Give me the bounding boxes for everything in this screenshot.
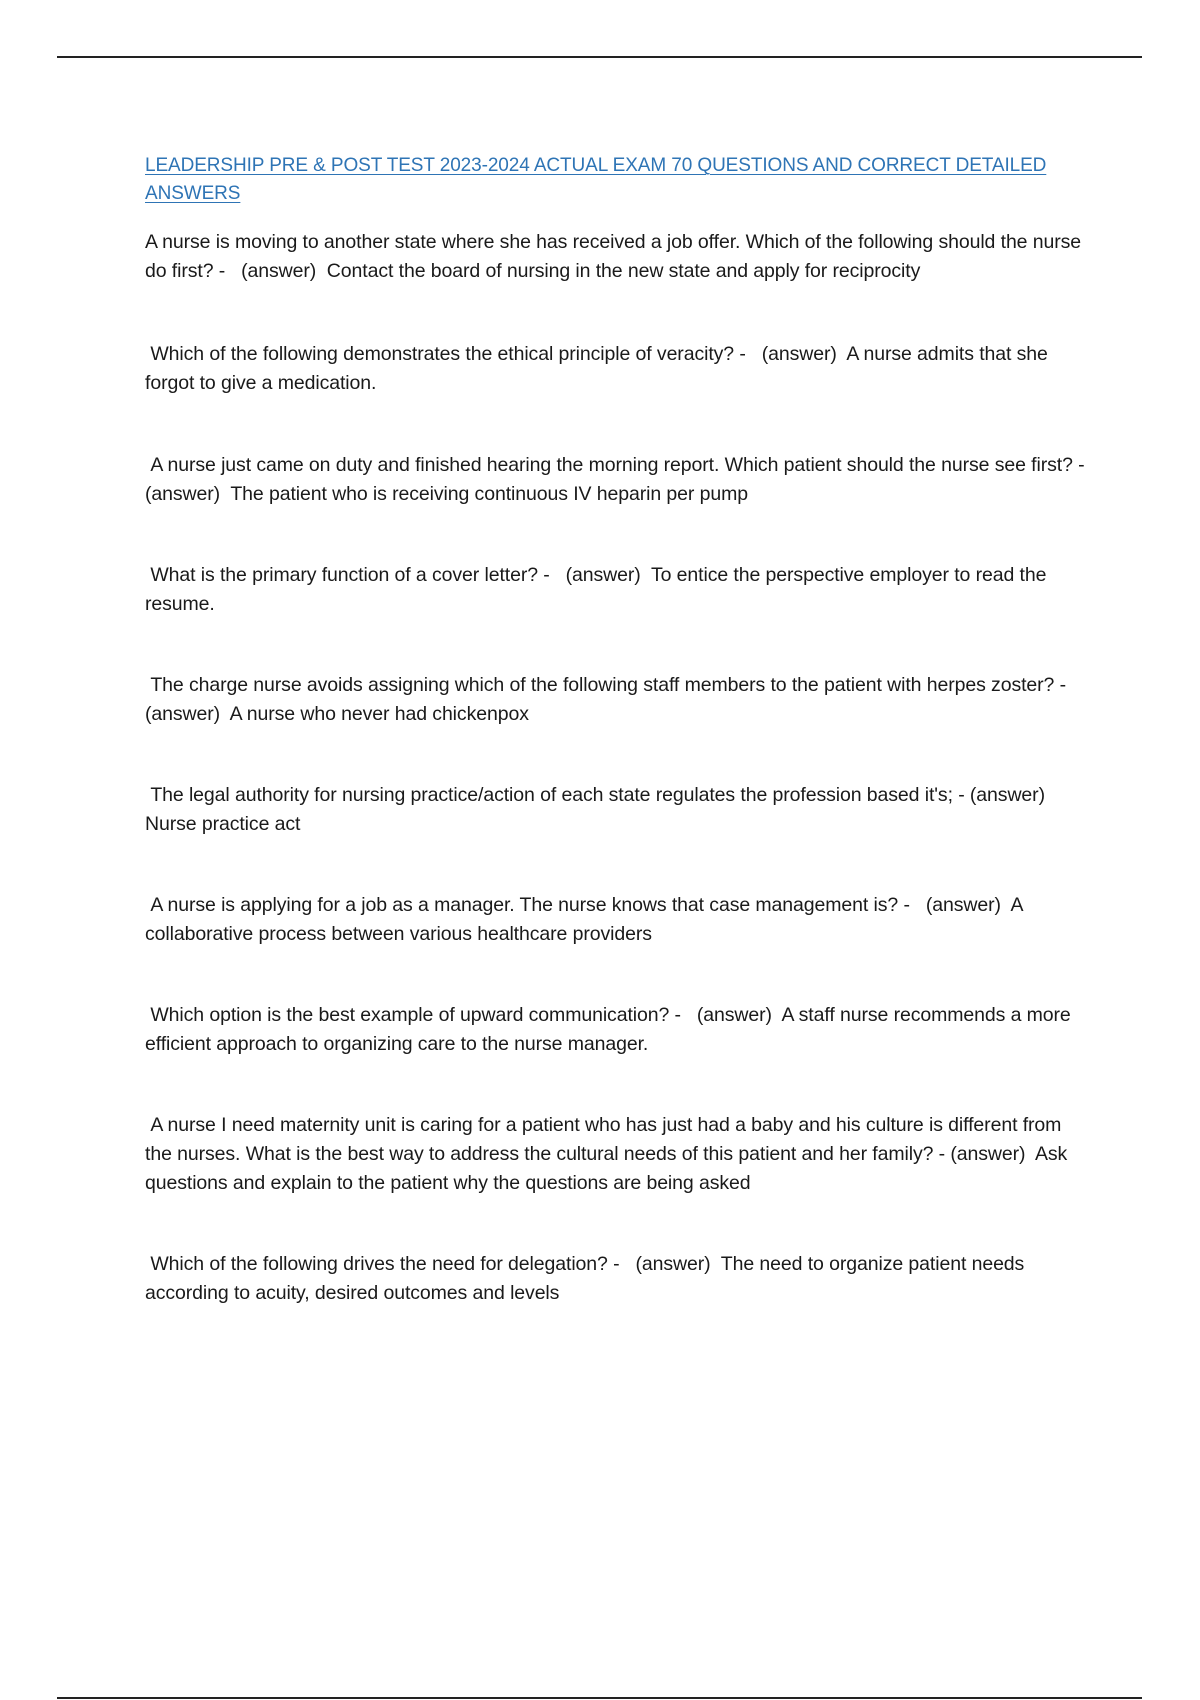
qa-item: A nurse just came on duty and finished hearing the morning report. Which patient should the nurse see first? - (answer) The patient who is receiving continuous IV heparin per pump xyxy=(145,454,1101,505)
document-body xyxy=(145,152,1101,1308)
qa-item: The legal authority for nursing practice/action of each state regulates the profession based it's; - (answer) Nurse practice act xyxy=(145,784,1056,835)
qa-item: What is the primary function of a cover letter? - (answer) To entice the perspective employer to read the resume. xyxy=(145,564,1052,615)
qa-item: Which option is the best example of upward communication? - (answer) A staff nurse recommends a more efficient approach to organizing care to the nurse manager. xyxy=(145,1004,1077,1055)
qa-item: Which of the following demonstrates the ethical principle of veracity? - (answer) A nurse admits that she forgot to give a medication. xyxy=(145,343,1054,394)
document-title[interactable]: LEADERSHIP PRE & POST TEST 2023-2024 ACTUAL EXAM 70 QUESTIONS AND CORRECT DETAILED ANSWERS xyxy=(145,155,1047,204)
qa-item: A nurse is moving to another state where she has received a job offer. Which of the following should the nurse do first? - (answer) Contact the board of nursing in the new state and apply for reciprocity xyxy=(145,231,1087,282)
qa-item: A nurse I need maternity unit is caring for a patient who has just had a baby and his culture is different from the nurses. What is the best way to address the cultural needs of this patient and her family? - (answer) Ask questions and explain to the patient why the questions are being asked xyxy=(145,1114,1073,1194)
bottom-rule xyxy=(57,1697,1142,1699)
qa-item: A nurse is applying for a job as a manager. The nurse knows that case management is? - (answer) A collaborative process between various healthcare providers xyxy=(145,894,1028,945)
top-rule xyxy=(57,56,1142,58)
qa-item: The charge nurse avoids assigning which of the following staff members to the patient with herpes zoster? - (answer) A nurse who never had chickenpox xyxy=(145,674,1082,725)
qa-item: Which of the following drives the need for delegation? - (answer) The need to organize patient needs according to acuity, desired outcomes and levels xyxy=(145,1253,1030,1304)
